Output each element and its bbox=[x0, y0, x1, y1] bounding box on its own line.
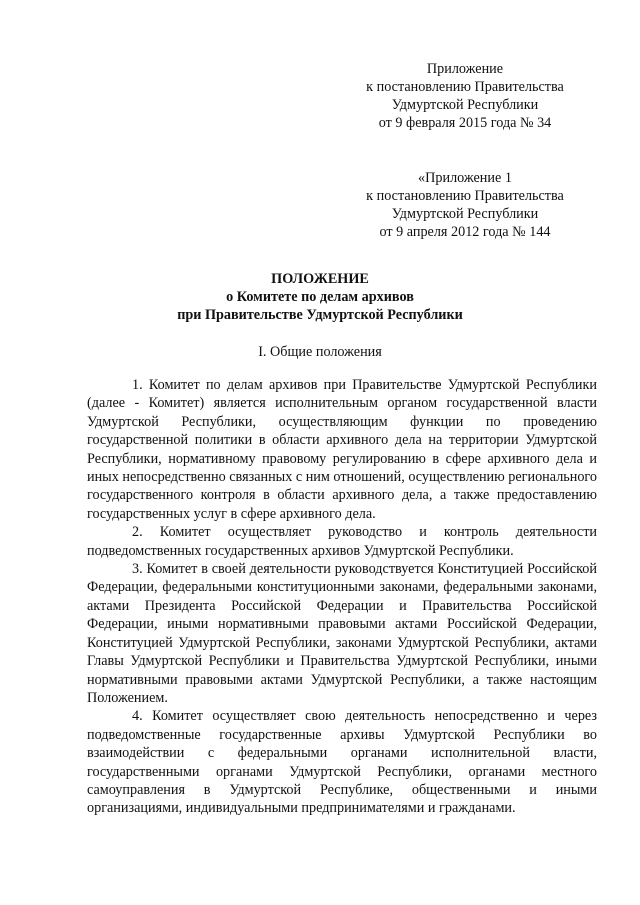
appendix-line: к постановлению Правительства bbox=[366, 79, 564, 95]
previous-appendix-line: к постановлению Правительства bbox=[366, 188, 564, 204]
previous-appendix-line: Удмуртской Республики bbox=[391, 206, 539, 222]
title-subline: о Комитете по делам архивов bbox=[226, 289, 414, 305]
paragraph: 2. Комитет осуществляет руководство и контроль деятельности подведомственных государственных архивов Удмуртской Республики. bbox=[87, 524, 597, 559]
paragraph: 1. Комитет по делам архивов при Правительстве Удмуртской Республики (далее - Комитет) является исполнительным органом государственной власти Удмуртской Республики, осуществляющим функции по проведению государственной политики в области архивного дела на территории Удмуртской Республики, нормативному правовому регулированию в сфере архивного дела и иных непосредственно связанных с ним отношений, осуществлению регионального государственного контроля в области архивного дела, а также предоставлению государственных услуг в сфере архивного дела. bbox=[87, 377, 597, 522]
appendix-reference bbox=[330, 60, 600, 132]
previous-appendix-reference bbox=[330, 169, 600, 241]
title-heading: ПОЛОЖЕНИЕ bbox=[271, 271, 369, 287]
section-heading: I. Общие положения bbox=[258, 344, 382, 360]
previous-appendix-line: «Приложение 1 bbox=[418, 170, 512, 186]
document-title bbox=[100, 270, 540, 324]
section-body bbox=[87, 376, 597, 818]
paragraph: 4. Комитет осуществляет свою деятельность непосредственно и через подведомственные государственные архивы Удмуртской Республики во взаимодействии с федеральными органами исполнительной власти, государственными органами Удмуртской Республики, органами местного самоуправления в Удмуртской Республике, общественными и иными организациями, индивидуальными предпринимателями и гражданами. bbox=[87, 708, 597, 817]
appendix-line: от 9 февраля 2015 года № 34 bbox=[378, 115, 552, 131]
previous-appendix-line: от 9 апреля 2012 года № 144 bbox=[379, 224, 551, 240]
title-subline: при Правительстве Удмуртской Республики bbox=[177, 307, 463, 323]
paragraph: 3. Комитет в своей деятельности руководствуется Конституцией Российской Федерации, федеральными конституционными законами, федеральными законами, актами Президента Российской Федерации и Правительства Российской Федерации, иными нормативными правовыми актами Российской Федерации, Конституцией Удмуртской Республики, законами Удмуртской Республики, актами Главы Удмуртской Республики и Правительства Удмуртской Республики, иными нормативными правовыми актами Удмуртской Республики, а также настоящим Положением. bbox=[87, 561, 597, 706]
appendix-line: Приложение bbox=[426, 61, 504, 77]
appendix-line: Удмуртской Республики bbox=[391, 97, 539, 113]
